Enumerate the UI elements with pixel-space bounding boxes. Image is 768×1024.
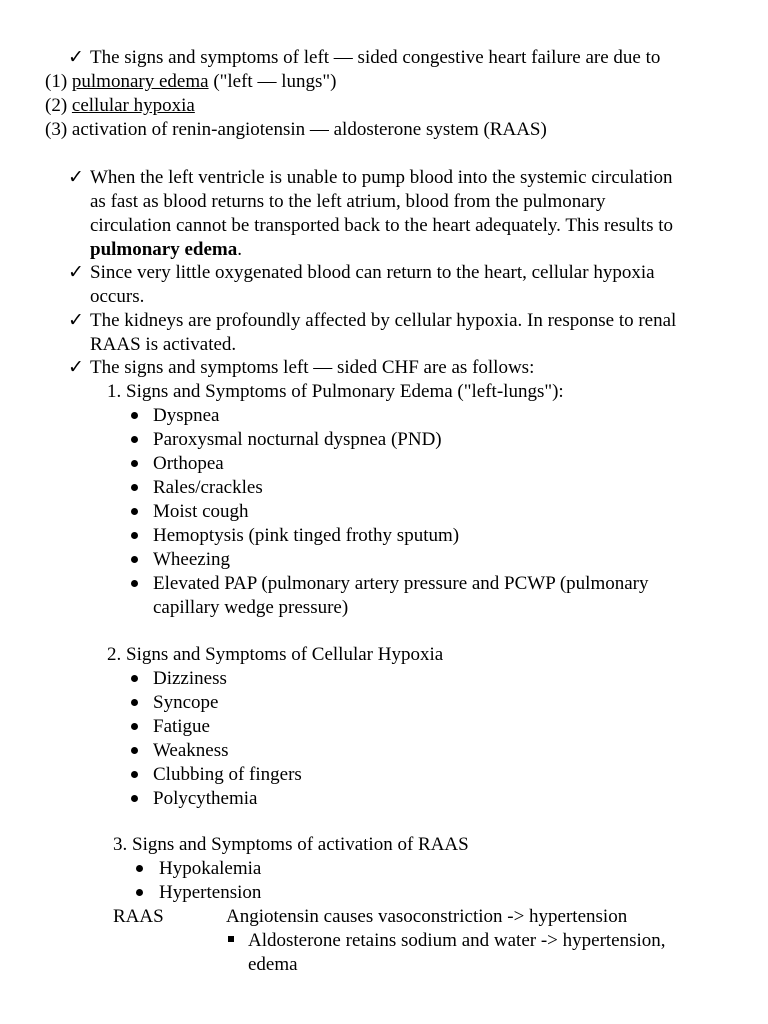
square-bullet-icon: [228, 936, 234, 942]
point-1-line-4: pulmonary edema.: [90, 239, 242, 260]
list-item: Polycythemia: [153, 788, 258, 809]
list-item: Orthopea: [153, 453, 224, 474]
bullet-icon: [131, 699, 138, 706]
list-item: Clubbing of fingers: [153, 764, 302, 785]
intro-item-2: (2) cellular hypoxia: [45, 95, 195, 116]
bullet-icon: [131, 747, 138, 754]
list-item: Hemoptysis (pink tinged frothy sputum): [153, 525, 460, 546]
intro-item-1: (1) pulmonary edema ("left — lungs"): [45, 71, 337, 92]
bullet-icon: [131, 460, 138, 467]
bullet-icon: [131, 795, 138, 802]
underlined-term: cellular hypoxia: [71, 95, 195, 116]
bold-term: pulmonary edema: [90, 239, 238, 260]
list-item: Elevated PAP (pulmonary artery pressure and PCWP (pulmonary: [153, 573, 649, 594]
bullet-icon: [131, 532, 138, 539]
section-3-heading: 3. Signs and Symptoms of activation of RAAS: [113, 834, 469, 855]
check-icon: ✓: [68, 47, 84, 68]
list-item: Syncope: [153, 692, 219, 713]
list-item-continuation: capillary wedge pressure): [153, 597, 349, 618]
bullet-icon: [136, 865, 143, 872]
list-item: Wheezing: [153, 549, 231, 570]
bullet-icon: [131, 580, 138, 587]
list-item: Rales/crackles: [153, 477, 263, 498]
list-item: Dyspnea: [153, 405, 220, 426]
underlined-term: pulmonary edema: [71, 71, 209, 92]
list-item: Hypokalemia: [159, 858, 262, 879]
point-1-line-2: as fast as blood returns to the left atrium, blood from the pulmonary: [90, 191, 606, 212]
point-1-line-1: When the left ventricle is unable to pump blood into the systemic circulation: [90, 167, 673, 188]
intro-text: The signs and symptoms of left — sided congestive heart failure are due to: [90, 47, 661, 68]
point-4-line-1: The signs and symptoms left — sided CHF are as follows:: [90, 357, 535, 378]
list-item: Fatigue: [153, 716, 210, 737]
raas-angiotensin: Angiotensin causes vasoconstriction -> hypertension: [226, 906, 628, 927]
check-icon: ✓: [68, 357, 84, 378]
point-2-line-2: occurs.: [90, 286, 145, 307]
bullet-icon: [131, 484, 138, 491]
point-2-line-1: Since very little oxygenated blood can return to the heart, cellular hypoxia: [90, 262, 655, 283]
bullet-icon: [131, 436, 138, 443]
point-3-line-1: The kidneys are profoundly affected by cellular hypoxia. In response to renal: [90, 310, 677, 331]
bullet-icon: [131, 723, 138, 730]
intro-item-3: (3) activation of renin-angiotensin — aldosterone system (RAAS): [45, 119, 547, 140]
point-3-line-2: RAAS is activated.: [90, 334, 237, 355]
list-item: Dizziness: [153, 668, 227, 689]
bullet-icon: [131, 771, 138, 778]
check-icon: ✓: [68, 310, 84, 331]
list-item: Weakness: [153, 740, 229, 761]
bullet-icon: [131, 412, 138, 419]
section-1-heading: 1. Signs and Symptoms of Pulmonary Edema ("left-lungs"):: [107, 381, 564, 402]
section-2-heading: 2. Signs and Symptoms of Cellular Hypoxia: [107, 644, 444, 665]
bullet-icon: [136, 889, 143, 896]
list-item: Hypertension: [159, 882, 262, 903]
bullet-icon: [131, 675, 138, 682]
raas-aldosterone-line-2: edema: [248, 954, 298, 975]
list-item: Paroxysmal nocturnal dyspnea (PND): [153, 429, 442, 450]
check-icon: ✓: [68, 167, 84, 188]
raas-label: RAAS: [113, 906, 164, 927]
point-1-line-3: circulation cannot be transported back to the heart adequately. This results to: [90, 215, 673, 236]
bullet-icon: [131, 556, 138, 563]
check-icon: ✓: [68, 262, 84, 283]
bullet-icon: [131, 508, 138, 515]
raas-aldosterone-line-1: Aldosterone retains sodium and water -> hypertension,: [248, 930, 666, 951]
list-item: Moist cough: [153, 501, 249, 522]
